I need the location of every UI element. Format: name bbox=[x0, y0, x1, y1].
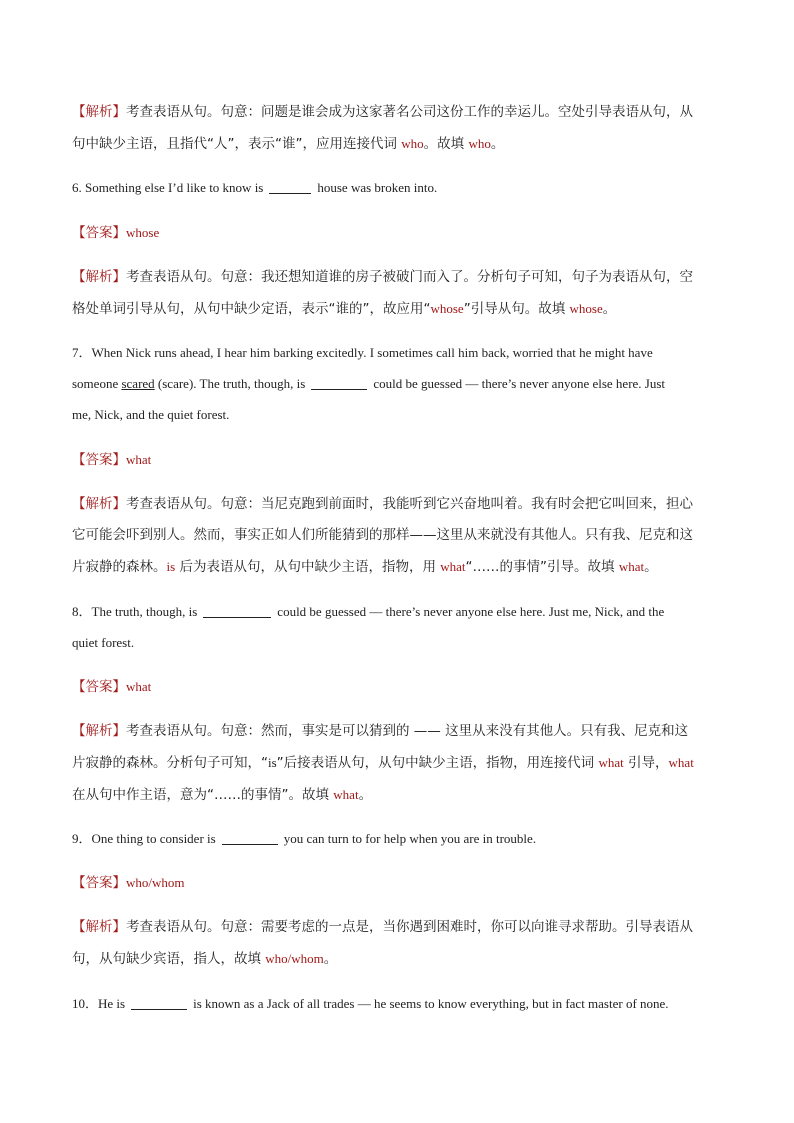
analysis-item-6: 【解析】考查表语从句。句意：我还想知道谁的房子被破门而入了。分析句子可知，句子为表语从句，空 格处单词引导从句，从句中缺少定语，表示“谁的”，故应用“whose”引导从句。故填 whose。 bbox=[72, 269, 693, 317]
answer-blank bbox=[203, 603, 271, 618]
answer-blank bbox=[131, 995, 187, 1010]
answer-tag: 【答案】 bbox=[72, 679, 126, 695]
analysis-tag: 【解析】 bbox=[72, 723, 126, 739]
analysis-item-5: 【解析】考查表语从句。句意：问题是谁会成为这家著名公司这份工作的幸运儿。空处引导表语从句，从 句中缺少主语，且指代“人”，表示“谁”，应用连接代词 who。故填 who。 bbox=[72, 104, 693, 152]
answer-6: 【答案】whose bbox=[72, 225, 160, 241]
answer-blank bbox=[222, 830, 278, 845]
question-6: 6. Something else I’d like to know is house was broken into. bbox=[72, 180, 438, 195]
question-8: 8．The truth, though, is could be guessed — there’s never anyone else here. Just me, Nick, and the quiet forest. bbox=[72, 604, 665, 650]
answer-9: 【答案】who/whom bbox=[72, 875, 185, 891]
analysis-tag: 【解析】 bbox=[72, 104, 126, 120]
analysis-tag: 【解析】 bbox=[72, 496, 126, 512]
answer-blank bbox=[311, 375, 367, 390]
analysis-item-9: 【解析】考查表语从句。句意：需要考虑的一点是，当你遇到困难时，你可以向谁寻求帮助。引导表语从 句，从句缺少宾语，指人，故填 who/whom。 bbox=[72, 919, 693, 967]
answer-blank bbox=[269, 179, 311, 194]
analysis-tag: 【解析】 bbox=[72, 269, 126, 285]
answer-tag: 【答案】 bbox=[72, 875, 126, 891]
analysis-item-8: 【解析】考查表语从句。句意：然而，事实是可以猜到的 —— 这里从来没有其他人。只有我、尼克和这 片寂静的森林。分析句子可知，“is”后接表语从句，从句中缺少主语，指物，用连接代词 what 引导，what 在从句中作主语，意为“……的事情”。故填 what。 bbox=[72, 723, 694, 803]
analysis-tag: 【解析】 bbox=[72, 919, 126, 935]
answer-7: 【答案】what bbox=[72, 452, 152, 468]
question-9: 9．One thing to consider is you can turn to for help when you are in trouble. bbox=[72, 831, 537, 846]
answer-tag: 【答案】 bbox=[72, 225, 126, 241]
analysis-item-7: 【解析】考查表语从句。句意：当尼克跑到前面时，我能听到它兴奋地叫着。我有时会把它叫回来，担心 它可能会吓到别人。然而，事实正如人们所能猜到的那样——这里从来就没有其他人。只有我、尼克和这 片寂静的森林。is 后为表语从句，从句中缺少主语，指物，用 what“……的事情”引导。故填 what。 bbox=[72, 496, 693, 575]
question-7: 7．When Nick runs ahead, I hear him barking excitedly. I sometimes call him back, worried that he might have someone scared (scare). The truth, though, is could be guessed — there’s never anyone else here. Just me, Nick, and the quiet forest. bbox=[72, 345, 666, 422]
answer-8: 【答案】what bbox=[72, 679, 152, 695]
question-10: 10．He is is known as a Jack of all trades — he seems to know everything, but in fact master of none. bbox=[72, 996, 669, 1011]
answer-tag: 【答案】 bbox=[72, 452, 126, 468]
